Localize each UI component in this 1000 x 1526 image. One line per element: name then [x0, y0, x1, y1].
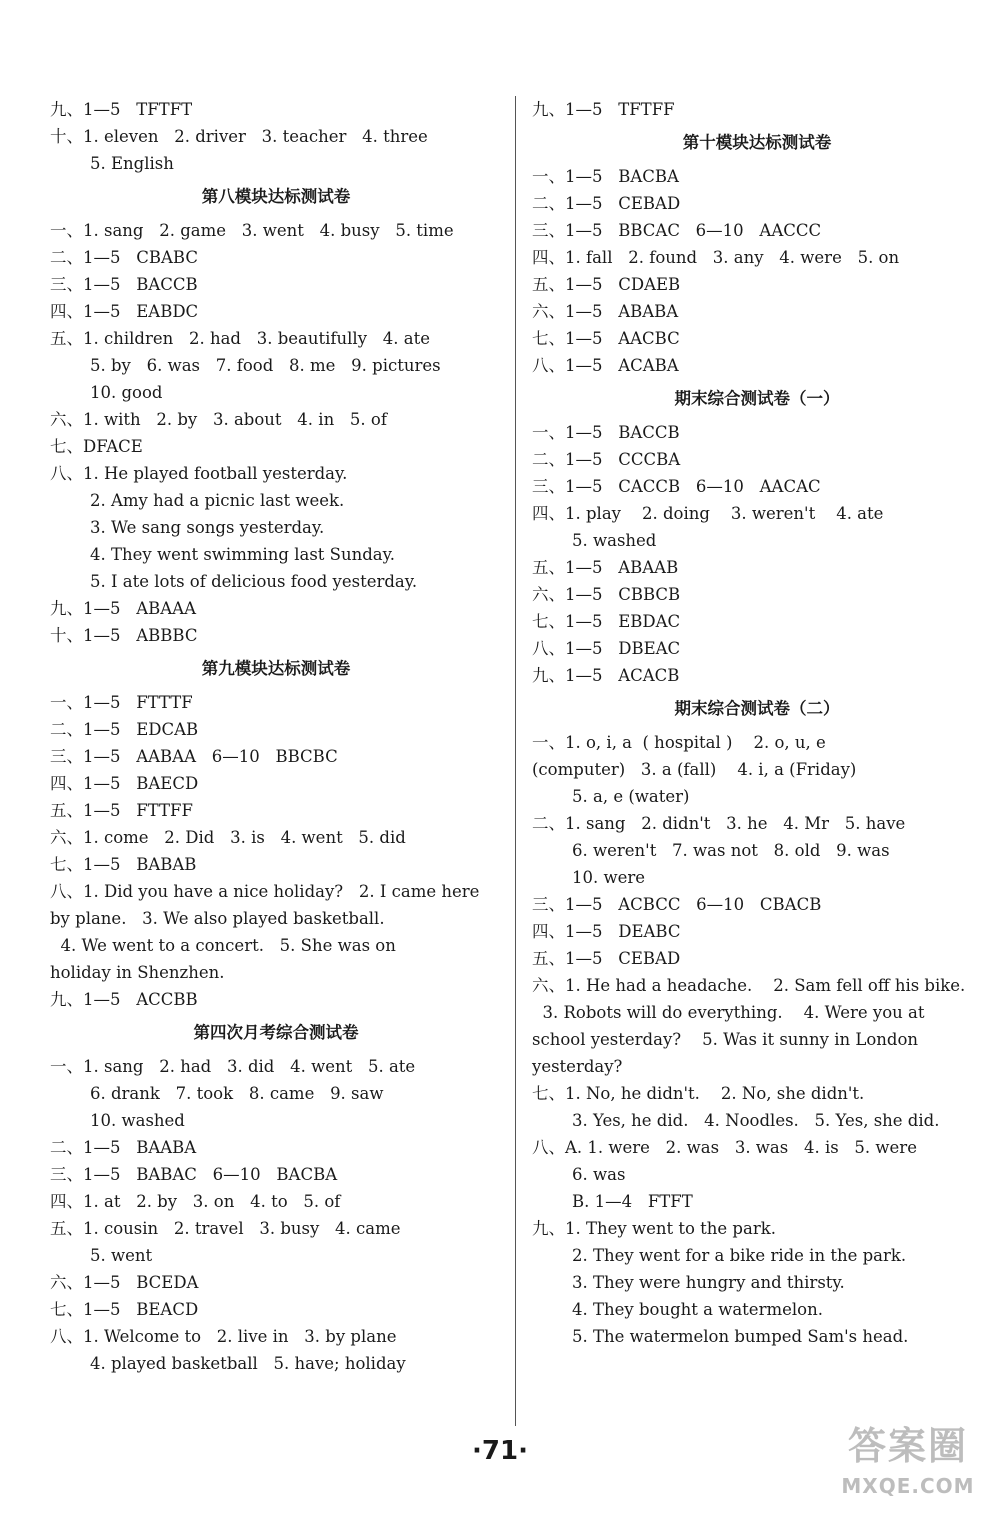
- answer-line: 四、1. at 2. by 3. on 4. to 5. of: [50, 1192, 341, 1211]
- answer-line: 七、1—5 BABAB: [50, 855, 197, 874]
- section-heading: 第四次月考综合测试卷: [193, 1023, 359, 1042]
- answer-line: 4. We went to a concert. 5. She was on: [50, 936, 396, 955]
- answer-line: 一、1. o, i, a ( hospital ) 2. o, u, e: [532, 733, 826, 752]
- answer-line: 八、1—5 DBEAC: [532, 639, 681, 658]
- answer-line: 五、1—5 ABAAB: [532, 558, 679, 577]
- answer-line: 10. were: [572, 868, 646, 887]
- answer-line: 六、1—5 BCEDA: [50, 1273, 199, 1292]
- answer-line: 6. drank 7. took 8. came 9. saw: [90, 1084, 384, 1103]
- section-heading: 期末综合测试卷（二）: [674, 699, 840, 718]
- page-number: ·71·: [472, 1436, 528, 1466]
- answer-line: 6. was: [572, 1165, 626, 1184]
- answer-line: 一、1—5 FTTTF: [50, 693, 193, 712]
- answer-line: 七、DFACE: [50, 437, 143, 456]
- answer-line: 3. Robots will do everything. 4. Were you at: [532, 1003, 925, 1022]
- answer-line: holiday in Shenzhen.: [50, 963, 225, 982]
- answer-line: 九、1—5 ACACB: [532, 666, 680, 685]
- answer-line: 三、1—5 BABAC 6—10 BACBA: [50, 1165, 338, 1184]
- answer-line: 六、1. He had a headache. 2. Sam fell off his bike.: [532, 976, 966, 995]
- answer-line: 5. I ate lots of delicious food yesterday.: [90, 572, 418, 591]
- answer-line: 二、1. sang 2. didn't 3. he 4. Mr 5. have: [532, 814, 906, 833]
- answer-line: 三、1—5 CACCB 6—10 AACAC: [532, 477, 821, 496]
- answer-line: 七、1—5 EBDAC: [532, 612, 681, 631]
- answer-line: 二、1—5 CCCBA: [532, 450, 681, 469]
- answer-line: 一、1—5 BACBA: [532, 167, 679, 186]
- answer-line: 五、1—5 FTTFF: [50, 801, 193, 820]
- answer-line: 二、1—5 CEBAD: [532, 194, 681, 213]
- answer-line: 一、1—5 BACCB: [532, 423, 680, 442]
- answer-line: 九、1—5 ACCBB: [50, 990, 198, 1009]
- answer-line: 五、1. children 2. had 3. beautifully 4. ate: [50, 329, 430, 348]
- answer-line: 2. They went for a bike ride in the park.: [572, 1246, 907, 1265]
- column-divider: [515, 96, 516, 1426]
- answer-line: 四、1—5 BAECD: [50, 774, 199, 793]
- answer-line: 八、1. Welcome to 2. live in 3. by plane: [50, 1327, 397, 1346]
- answer-line: 八、1. He played football yesterday.: [50, 464, 348, 483]
- answer-line: 十、1—5 ABBBC: [50, 626, 198, 645]
- answer-line: 八、1—5 ACABA: [532, 356, 679, 375]
- answer-line: 4. They bought a watermelon.: [572, 1300, 823, 1319]
- answer-line: 一、1. sang 2. game 3. went 4. busy 5. time: [50, 221, 454, 240]
- section-heading: 第十模块达标测试卷: [682, 133, 832, 152]
- answer-line: B. 1—4 FTFT: [572, 1192, 693, 1211]
- answer-line: 四、1—5 DEABC: [532, 922, 681, 941]
- answer-line: 五、1—5 CEBAD: [532, 949, 681, 968]
- answer-line: 四、1. play 2. doing 3. weren't 4. ate: [532, 504, 884, 523]
- answer-line: 九、1. They went to the park.: [532, 1219, 776, 1238]
- answer-line: 10. good: [90, 383, 163, 402]
- answer-line: 5. went: [90, 1246, 153, 1265]
- section-heading: 第九模块达标测试卷: [201, 659, 351, 678]
- answer-line: 5. a, e (water): [572, 787, 690, 806]
- answer-line: 二、1—5 BAABA: [50, 1138, 197, 1157]
- watermark-site: MXQE.COM: [841, 1474, 975, 1498]
- answer-line: 一、1. sang 2. had 3. did 4. went 5. ate: [50, 1057, 416, 1076]
- answer-line: (computer) 3. a (fall) 4. i, a (Friday): [532, 760, 857, 779]
- watermark: [828, 1418, 988, 1514]
- right-column: [532, 96, 982, 1350]
- answer-line: 三、1—5 BBCAC 6—10 AACCC: [532, 221, 822, 240]
- answer-line: 二、1—5 EDCAB: [50, 720, 199, 739]
- answer-line: 四、1—5 EABDC: [50, 302, 199, 321]
- answer-line: 三、1—5 ACBCC 6—10 CBACB: [532, 895, 822, 914]
- answer-line: 九、1—5 ABAAA: [50, 599, 197, 618]
- answer-line: 5. English: [90, 154, 174, 173]
- answer-line: 三、1—5 AABAA 6—10 BBCBC: [50, 747, 338, 766]
- answer-line: by plane. 3. We also played basketball.: [50, 909, 385, 928]
- answer-line: 八、1. Did you have a nice holiday? 2. I came here: [50, 882, 480, 901]
- answer-line: 6. weren't 7. was not 8. old 9. was: [572, 841, 890, 860]
- answer-line: 八、A. 1. were 2. was 3. was 4. is 5. were: [532, 1138, 917, 1157]
- answer-line: 六、1. come 2. Did 3. is 4. went 5. did: [50, 828, 406, 847]
- section-heading: 第八模块达标测试卷: [201, 187, 351, 206]
- answer-line: 二、1—5 CBABC: [50, 248, 198, 267]
- answer-line: 五、1. cousin 2. travel 3. busy 4. came: [50, 1219, 401, 1238]
- answer-line: yesterday?: [532, 1057, 623, 1076]
- answer-line: 5. washed: [572, 531, 657, 550]
- answer-line: 4. They went swimming last Sunday.: [90, 545, 396, 564]
- answer-line: 三、1—5 BACCB: [50, 275, 198, 294]
- answer-line: 六、1. with 2. by 3. about 4. in 5. of: [50, 410, 387, 429]
- answer-line: 六、1—5 ABABA: [532, 302, 679, 321]
- answer-line: 六、1—5 CBBCB: [532, 585, 681, 604]
- answer-line: 九、1—5 TFTFT: [50, 100, 193, 119]
- answer-line: 九、1—5 TFTFF: [532, 100, 675, 119]
- answer-line: 5. by 6. was 7. food 8. me 9. pictures: [90, 356, 441, 375]
- answer-line: 七、1—5 BEACD: [50, 1300, 199, 1319]
- answer-line: 10. washed: [90, 1111, 185, 1130]
- answer-line: 3. Yes, he did. 4. Noodles. 5. Yes, she did.: [572, 1111, 940, 1130]
- answer-line: school yesterday? 5. Was it sunny in London: [532, 1030, 919, 1049]
- answer-line: 3. We sang songs yesterday.: [90, 518, 325, 537]
- answer-line: 4. played basketball 5. have; holiday: [90, 1354, 406, 1373]
- watermark-logo: 答案圈: [847, 1424, 968, 1468]
- left-column: [50, 96, 502, 1377]
- answer-line: 七、1. No, he didn't. 2. No, she didn't.: [532, 1084, 865, 1103]
- answer-line: 七、1—5 AACBC: [532, 329, 680, 348]
- answer-line: 五、1—5 CDAEB: [532, 275, 681, 294]
- section-heading: 期末综合测试卷（一）: [674, 389, 840, 408]
- answer-line: 2. Amy had a picnic last week.: [90, 491, 345, 510]
- answer-line: 3. They were hungry and thirsty.: [572, 1273, 845, 1292]
- answer-line: 5. The watermelon bumped Sam's head.: [572, 1327, 909, 1346]
- answer-line: 十、1. eleven 2. driver 3. teacher 4. three: [50, 127, 428, 146]
- answer-line: 四、1. fall 2. found 3. any 4. were 5. on: [532, 248, 900, 267]
